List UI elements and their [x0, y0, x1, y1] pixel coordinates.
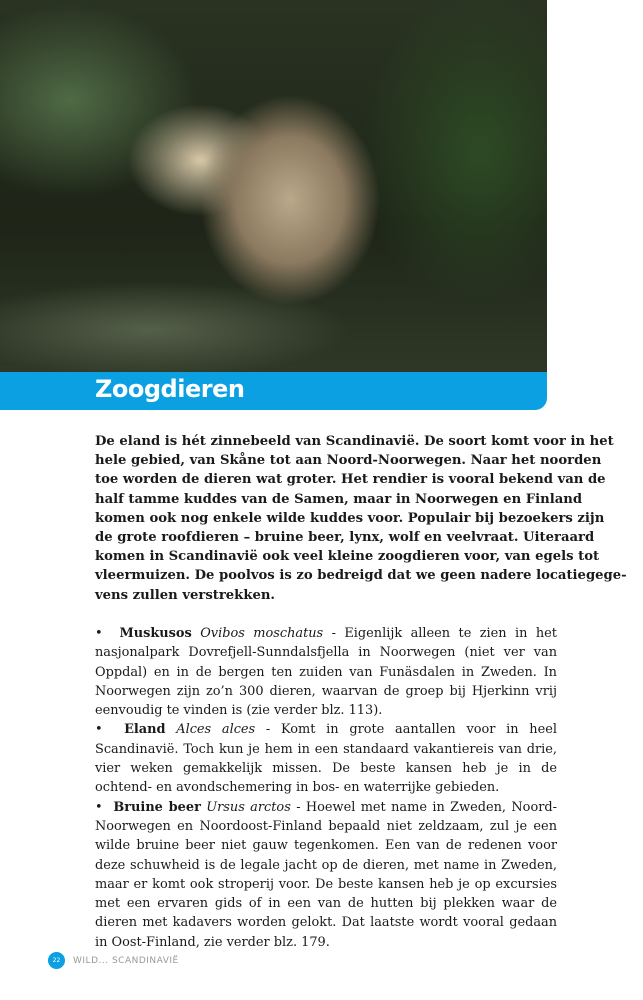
species-list — [95, 624, 557, 952]
list-item — [95, 798, 557, 952]
species-latin: Alces alces — [176, 722, 256, 738]
list-item — [95, 624, 557, 720]
intro-line: de grote roofdieren – bruine beer, lynx, wolf en veelvraat. Uiteraard — [95, 530, 595, 546]
intro-line: komen in Scandinavië ook veel kleine zoogdieren voor, van egels tot — [95, 549, 600, 565]
species-text: - Hoewel met name in Zweden, Noord-Noorwegen en Noordoost-Finland bepaald niet zeldzaam, zul je een wilde bruine beer niet gauw tegenkomen. Een van de redenen voor deze schuwheid is de legale jacht op de dieren, met name in Zweden, maar er komt ook stroperij voor. De beste kansen heb je op excursies met een ervaren gids of in een van de hutten bij plekken waar de dieren met kadavers worden gelokt. Dat laatste wordt vooral gedaan in Oost-Finland, zie verder blz. 179. — [95, 799, 557, 950]
lynx-photo — [0, 0, 547, 372]
book-title: WILD... SCANDINAVIË — [73, 955, 179, 966]
intro-line: komen ook nog enkele wilde kuddes voor. Populair bij bezoekers zijn — [95, 510, 605, 526]
bullet: • — [95, 722, 103, 738]
intro-line: De eland is hét zinnebeeld van Scandinavië. De soort komt voor in het — [95, 434, 614, 449]
intro-paragraph — [95, 432, 627, 605]
bullet: • — [95, 626, 103, 641]
intro-line: hele gebied, van Skåne tot aan Noord-Noorwegen. Naar het noorden — [95, 453, 602, 469]
intro-line: vleermuizen. De poolvos is zo bedreigd dat we geen nadere locatiegege- — [95, 568, 627, 584]
species-name: Muskusos — [119, 626, 192, 641]
intro-line: toe worden de dieren wat groter. Het rendier is vooral bekend van de — [95, 472, 606, 488]
page-number: 22 — [48, 952, 65, 969]
page-footer — [48, 952, 179, 969]
species-text: - Eigenlijk alleen te zien in het nasjonalpark Dovrefjell-Sunndalsfjella in Noorwegen (niet ver van Oppdal) en in de bergen ten zuiden van Funäsdalen in Zweden. In Noorwegen zijn zo’n 300 dieren, waarvan de groep bij Hjerkinn vrij eenvoudig te vinden is (zie verder blz. 113). — [95, 626, 557, 719]
section-title: Zoogdieren — [95, 375, 245, 403]
species-name: Bruine beer — [113, 799, 201, 815]
species-text: - Komt in grote aantallen voor in heel Scandinavië. Toch kun je hem in een standaard vakantiereis van drie, vier weken gemakkelijk missen. De beste kansen heb je in de ochtend- en avondschemering in bos- en waterrijke gebieden. — [95, 722, 557, 796]
intro-line: half tamme kuddes van de Samen, maar in Noorwegen en Finland — [95, 491, 583, 507]
species-latin: Ursus arctos — [206, 799, 291, 815]
intro-line: vens zullen verstrekken. — [95, 587, 276, 603]
bullet: • — [95, 799, 103, 815]
species-name: Eland — [124, 722, 166, 738]
species-latin: Ovibos moschatus — [200, 626, 324, 641]
list-item — [95, 720, 557, 797]
section-banner — [0, 372, 547, 410]
